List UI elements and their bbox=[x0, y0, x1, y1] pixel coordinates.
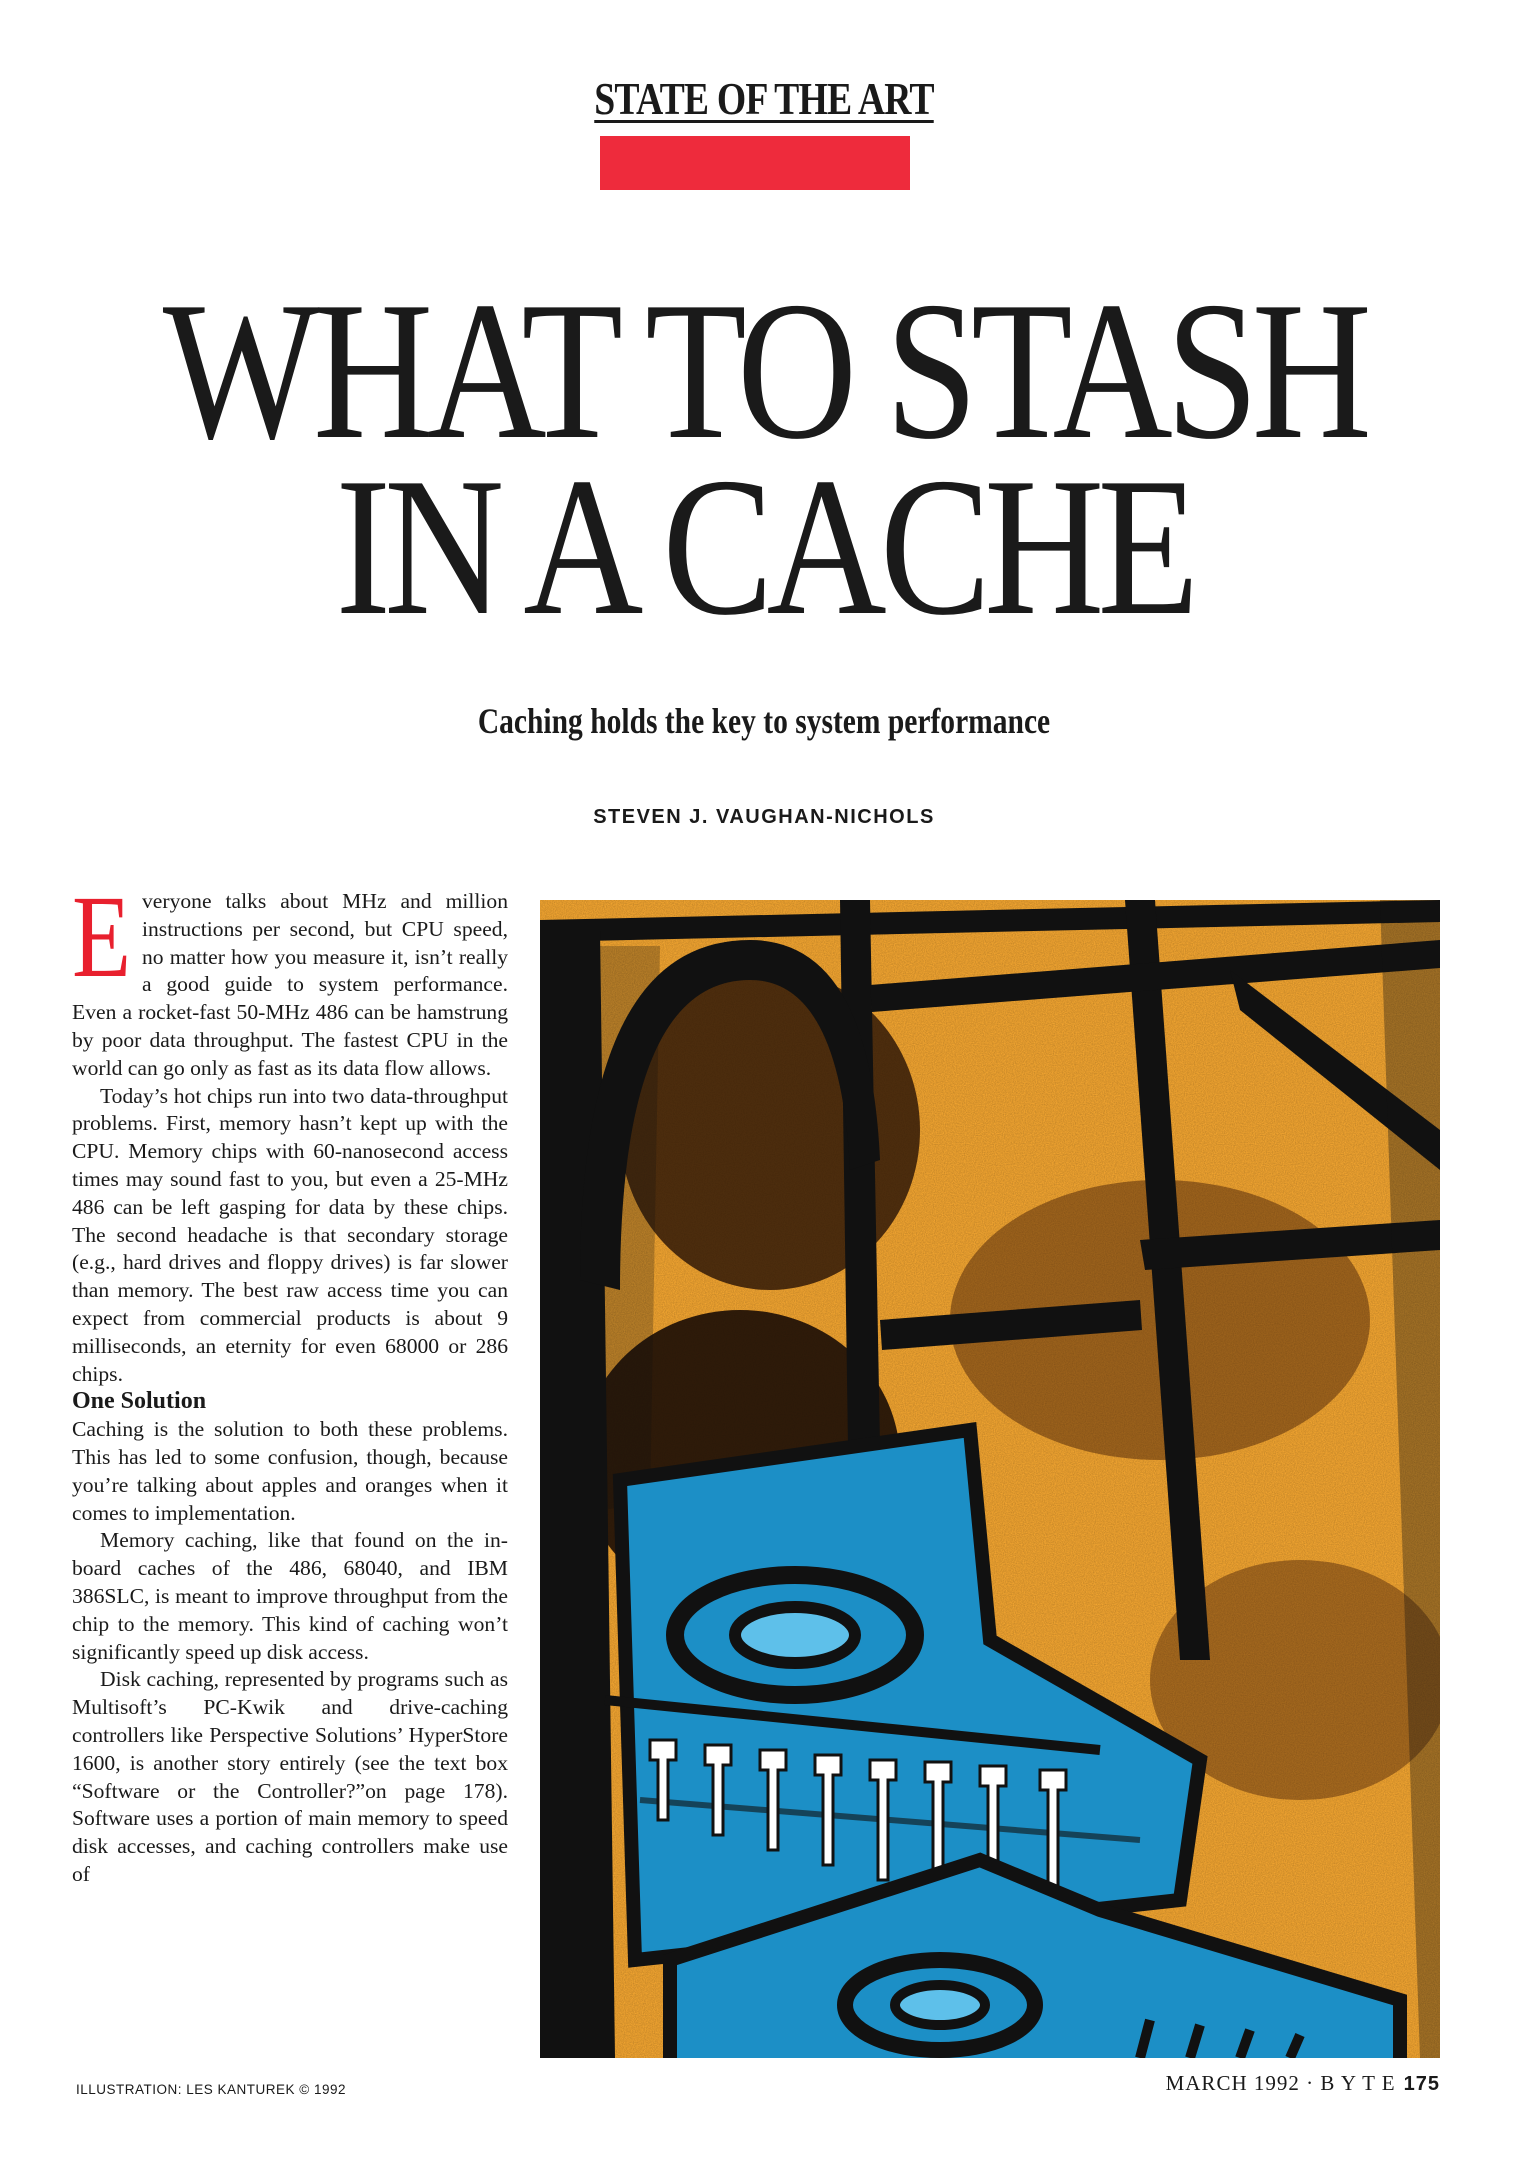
issue-date: MARCH 1992 · B Y T E bbox=[1165, 2071, 1396, 2095]
drop-cap: E bbox=[72, 871, 132, 1002]
byline: STEVEN J. VAUGHAN-NICHOLS bbox=[593, 806, 935, 828]
illustration-credit: ILLUSTRATION: LES KANTUREK © 1992 bbox=[76, 2082, 347, 2097]
department-label: STATE OF THE ART bbox=[594, 73, 934, 124]
article-column bbox=[72, 871, 508, 1889]
page-footer bbox=[1166, 2071, 1440, 2096]
paragraph-1-text: veryone talks about MHz and million instructions per second, but CPU speed, no matter how you measure it, isn’t really a good guide to system performance. Even a rocket-fast 50-MHz 486 can be hamstrung by poor data throughput. The fastest CPU in the world can go only as fast as its data flow allows. bbox=[72, 889, 508, 1080]
page-number: 175 bbox=[1403, 2073, 1440, 2095]
paragraph-4: Memory caching, like that found on the in-board caches of the 486, 68040, and IBM 386SLC, is meant to improve throughput from the chip to the memory. This kind of caching won’t significantly speed up disk access. bbox=[72, 1528, 508, 1664]
deck: Caching holds the key to system performance bbox=[477, 701, 1051, 741]
paragraph-1 bbox=[72, 871, 508, 1083]
paragraph-2: Today’s hot chips run into two data-throughput problems. First, memory hasn’t kept up with the CPU. Memory chips with 60-nanosecond access times may sound fast to you, but even a 25-MHz 486 can be left gasping for data by these chips. The second headache is that secondary storage (e.g., hard drives and floppy drives) is far slower than memory. The best raw access time you can expect from commercial products is about 9 milliseconds, an eternity for even 68000 or 286 chips. bbox=[72, 1083, 508, 1386]
headline-line-2: IN A CACHE bbox=[335, 437, 1193, 656]
headline-line-1: WHAT TO STASH bbox=[162, 261, 1366, 480]
department-color-bar bbox=[600, 136, 910, 190]
cache-illustration bbox=[540, 900, 1440, 2058]
paragraph-3: Caching is the solution to both these problems. This has led to some confusion, though, because you’re talking about apples and oranges when it comes to implementation. bbox=[72, 1417, 508, 1525]
paragraph-5: Disk caching, represented by programs such as Multisoft’s PC-Kwik and drive-caching controllers like Perspective Solutions’ HyperStore 1600, is another story entirely (see the text box “Software or the Controller?”on page 178). Software uses a portion of main memory to speed disk accesses, and caching controllers make use of bbox=[72, 1667, 508, 1886]
subhead-one-solution: One Solution bbox=[72, 1388, 207, 1415]
